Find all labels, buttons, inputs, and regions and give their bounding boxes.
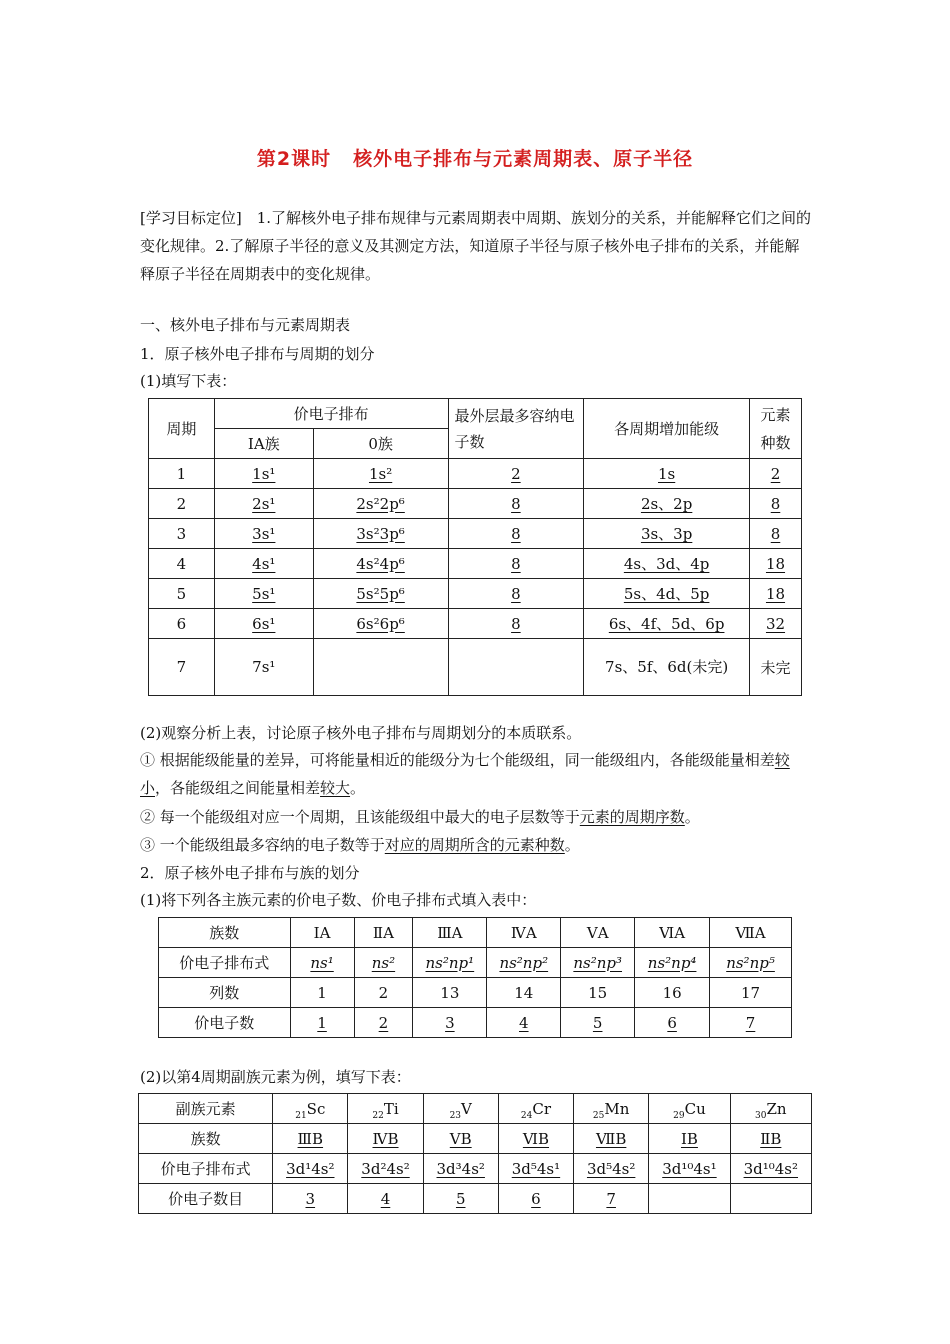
zero-config-cell: 5s²5p⁶ bbox=[313, 579, 448, 609]
row-label: 价电子数目 bbox=[139, 1184, 273, 1214]
valence-cell bbox=[730, 1184, 811, 1214]
page-title bbox=[0, 144, 950, 171]
valence-cell: 5 bbox=[423, 1184, 498, 1214]
max-electrons-cell: 8 bbox=[448, 609, 584, 639]
element-count-cell: 8 bbox=[750, 519, 802, 549]
row-label: 价电子数 bbox=[159, 1008, 291, 1038]
valence-cell: 6 bbox=[498, 1184, 573, 1214]
config-cell: ns² bbox=[354, 948, 413, 978]
period-cell: 2 bbox=[149, 489, 215, 519]
ia-config-cell: 1s¹ bbox=[214, 459, 313, 489]
config-cell: 3d²4s² bbox=[348, 1154, 423, 1184]
config-cell: ns²np⁴ bbox=[635, 948, 710, 978]
row-label: 价电子排布式 bbox=[159, 948, 291, 978]
levels-cell: 3s、3p bbox=[584, 519, 750, 549]
config-cell: ns²np¹ bbox=[413, 948, 487, 978]
period-row bbox=[149, 549, 802, 579]
period-row bbox=[149, 459, 802, 489]
element-count-cell: 18 bbox=[750, 579, 802, 609]
valence-cell: 7 bbox=[574, 1184, 649, 1214]
main-group-row bbox=[159, 918, 792, 948]
period-cell: 7 bbox=[149, 639, 215, 696]
zero-config-cell bbox=[313, 639, 448, 696]
period-cell: 6 bbox=[149, 609, 215, 639]
max-electrons-cell: 8 bbox=[448, 579, 584, 609]
config-cell: ns²np² bbox=[487, 948, 561, 978]
zero-config-cell: 3s²3p⁶ bbox=[313, 519, 448, 549]
question-4: (2)以第4周期副族元素为例，填写下表： bbox=[140, 1068, 411, 1086]
levels-cell: 1s bbox=[584, 459, 750, 489]
max-electrons-cell: 8 bbox=[448, 519, 584, 549]
main-group-row bbox=[159, 978, 792, 1008]
element-cell: $_{22}$Ti bbox=[348, 1094, 423, 1124]
answer-period-number: 元素的周期序数 bbox=[579, 808, 685, 826]
element-cell: $_{24}$Cr bbox=[498, 1094, 573, 1124]
max-electrons-cell: 2 bbox=[448, 459, 584, 489]
group-cell: ⅣA bbox=[487, 918, 561, 948]
valence-cell: 3 bbox=[273, 1184, 348, 1214]
group-cell: ⅣB bbox=[348, 1124, 423, 1154]
ia-config-cell: 4s¹ bbox=[214, 549, 313, 579]
column-cell: 1 bbox=[290, 978, 354, 1008]
period-cell: 4 bbox=[149, 549, 215, 579]
main-group-row bbox=[159, 1008, 792, 1038]
question-3: (1)将下列各主族元素的价电子数、价电子排布式填入表中： bbox=[140, 891, 537, 909]
column-cell: 2 bbox=[354, 978, 413, 1008]
element-cell: $_{30}$Zn bbox=[730, 1094, 811, 1124]
main-group-table bbox=[158, 917, 792, 1038]
header-group-0: 0族 bbox=[313, 429, 448, 459]
element-count-cell: 8 bbox=[750, 489, 802, 519]
ia-config-cell: 5s¹ bbox=[214, 579, 313, 609]
subgroup-row bbox=[139, 1184, 812, 1214]
config-cell: 3d⁵4s¹ bbox=[498, 1154, 573, 1184]
valence-cell bbox=[649, 1184, 730, 1214]
header-group-ia: ⅠA族 bbox=[214, 429, 313, 459]
valence-cell: 2 bbox=[354, 1008, 413, 1038]
group-cell: ⅦA bbox=[710, 918, 792, 948]
zero-config-cell: 2s²2p⁶ bbox=[313, 489, 448, 519]
header-levels: 各周期增加能级 bbox=[584, 399, 750, 459]
levels-cell: 4s、3d、4p bbox=[584, 549, 750, 579]
levels-cell: 6s、4f、5d、6p bbox=[584, 609, 750, 639]
group-cell: ⅦB bbox=[574, 1124, 649, 1154]
point-2: ② 每一个能级组对应一个周期，且该能级组中最大的电子层数等于元素的周期序数。 bbox=[140, 808, 700, 826]
period-cell: 5 bbox=[149, 579, 215, 609]
ia-config-cell: 2s¹ bbox=[214, 489, 313, 519]
element-cell: $_{29}$Cu bbox=[649, 1094, 730, 1124]
column-cell: 17 bbox=[710, 978, 792, 1008]
valence-cell: 3 bbox=[413, 1008, 487, 1038]
row-label: 族数 bbox=[139, 1124, 273, 1154]
learning-objectives: [学习目标定位] 1.了解核外电子排布规律与元素周期表中周期、族划分的关系，并能解释它们之间的变化规律。2.了解原子半径的意义及其测定方法，知道原子半径与原子核外电子排布的关系，并能解释原子半径在周期表中的变化规律。 bbox=[140, 209, 812, 283]
section-heading-1: 一、核外电子排布与元素周期表 bbox=[140, 316, 351, 334]
row-label: 列数 bbox=[159, 978, 291, 1008]
config-cell: 3d³4s² bbox=[423, 1154, 498, 1184]
valence-cell: 7 bbox=[710, 1008, 792, 1038]
answer-larger: 较大 bbox=[320, 779, 351, 797]
header-valence: 价电子排布 bbox=[214, 399, 448, 429]
question-2: (2)观察分析上表，讨论原子核外电子排布与周期划分的本质联系。 bbox=[140, 724, 582, 742]
answer-element-count: 对应的周期所含的元素种数 bbox=[384, 836, 565, 854]
subgroup-row bbox=[139, 1124, 812, 1154]
zero-config-cell: 4s²4p⁶ bbox=[313, 549, 448, 579]
zero-config-cell: 1s² bbox=[313, 459, 448, 489]
row-label: 副族元素 bbox=[139, 1094, 273, 1124]
ia-config-cell: 3s¹ bbox=[214, 519, 313, 549]
group-cell: ⅡA bbox=[354, 918, 413, 948]
period-row bbox=[149, 609, 802, 639]
element-count-cell: 未完 bbox=[750, 639, 802, 696]
group-cell: ⅠB bbox=[649, 1124, 730, 1154]
max-electrons-cell: 8 bbox=[448, 549, 584, 579]
element-count-cell: 2 bbox=[750, 459, 802, 489]
levels-cell: 7s、5f、6d(未完) bbox=[584, 639, 750, 696]
group-cell: ⅤB bbox=[423, 1124, 498, 1154]
valence-cell: 6 bbox=[635, 1008, 710, 1038]
header-max-electrons: 最外层最多容纳电子数 bbox=[448, 399, 584, 459]
levels-cell: 5s、4d、5p bbox=[584, 579, 750, 609]
element-cell: $_{23}$V bbox=[423, 1094, 498, 1124]
group-cell: ⅤA bbox=[561, 918, 635, 948]
period-cell: 3 bbox=[149, 519, 215, 549]
column-cell: 13 bbox=[413, 978, 487, 1008]
column-cell: 16 bbox=[635, 978, 710, 1008]
levels-cell: 2s、2p bbox=[584, 489, 750, 519]
config-cell: 3d¹⁰4s¹ bbox=[649, 1154, 730, 1184]
period-table bbox=[148, 398, 802, 696]
question-1: (1)填写下表： bbox=[140, 372, 237, 390]
group-cell: ⅢB bbox=[273, 1124, 348, 1154]
config-cell: ns²np⁵ bbox=[710, 948, 792, 978]
period-cell: 1 bbox=[149, 459, 215, 489]
max-electrons-cell: 8 bbox=[448, 489, 584, 519]
period-row bbox=[149, 519, 802, 549]
valence-cell: 5 bbox=[561, 1008, 635, 1038]
subgroup-row bbox=[139, 1094, 812, 1124]
element-cell: $_{21}$Sc bbox=[273, 1094, 348, 1124]
max-electrons-cell bbox=[448, 639, 584, 696]
element-cell: $_{25}$Mn bbox=[574, 1094, 649, 1124]
config-cell: 3d¹⁰4s² bbox=[730, 1154, 811, 1184]
period-row bbox=[149, 579, 802, 609]
subsection-heading-2: 2．原子核外电子排布与族的划分 bbox=[140, 864, 360, 882]
valence-cell: 4 bbox=[487, 1008, 561, 1038]
config-cell: ns¹ bbox=[290, 948, 354, 978]
column-cell: 14 bbox=[487, 978, 561, 1008]
header-element-count: 元素种数 bbox=[750, 399, 802, 459]
lesson-topic: 核外电子排布与元素周期表、原子半径 bbox=[353, 148, 694, 170]
point-3: ③ 一个能级组最多容纳的电子数等于对应的周期所含的元素种数。 bbox=[140, 836, 580, 854]
element-count-cell: 32 bbox=[750, 609, 802, 639]
element-count-cell: 18 bbox=[750, 549, 802, 579]
subgroup-row bbox=[139, 1154, 812, 1184]
config-cell: 3d⁵4s² bbox=[574, 1154, 649, 1184]
group-cell: ⅠA bbox=[290, 918, 354, 948]
zero-config-cell: 6s²6p⁶ bbox=[313, 609, 448, 639]
group-cell: ⅢA bbox=[413, 918, 487, 948]
subsection-heading-1: 1．原子核外电子排布与周期的划分 bbox=[140, 345, 375, 363]
config-cell: 3d¹4s² bbox=[273, 1154, 348, 1184]
valence-cell: 1 bbox=[290, 1008, 354, 1038]
group-cell: ⅡB bbox=[730, 1124, 811, 1154]
row-label: 价电子排布式 bbox=[139, 1154, 273, 1184]
column-cell: 15 bbox=[561, 978, 635, 1008]
answer-smaller: 较小 bbox=[140, 751, 790, 797]
main-group-row bbox=[159, 948, 792, 978]
lesson-number: 第2课时 bbox=[256, 148, 332, 170]
config-cell: ns²np³ bbox=[561, 948, 635, 978]
point-1: ① 根据能级能量的差异，可将能量相近的能级分为七个能级组，同一能级组内，各能级能量相差较小，各能级组之间能量相差较大。 bbox=[140, 751, 790, 797]
period-row bbox=[149, 489, 802, 519]
subgroup-table bbox=[138, 1093, 812, 1214]
group-cell: ⅥA bbox=[635, 918, 710, 948]
valence-cell: 4 bbox=[348, 1184, 423, 1214]
ia-config-cell: 7s¹ bbox=[214, 639, 313, 696]
header-period: 周期 bbox=[149, 399, 215, 459]
group-cell: ⅥB bbox=[498, 1124, 573, 1154]
row-label: 族数 bbox=[159, 918, 291, 948]
ia-config-cell: 6s¹ bbox=[214, 609, 313, 639]
